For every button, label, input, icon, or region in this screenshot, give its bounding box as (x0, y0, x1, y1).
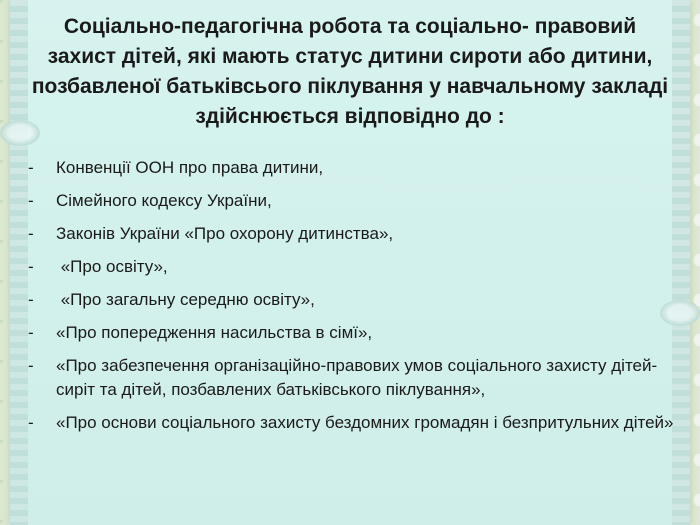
law-list (28, 156, 678, 444)
bullet-dash: - (28, 290, 34, 309)
bullet-dash: - (28, 323, 34, 342)
bullet-dash: - (28, 158, 34, 177)
list-item-text: «Про загальну середню освіту», (56, 290, 315, 309)
bullet-dash: - (28, 224, 34, 243)
list-item (28, 411, 678, 435)
list-item-text: Конвенції ООН про права дитини, (56, 158, 324, 177)
list-item (28, 321, 678, 345)
left-ribbon-decoration (10, 0, 28, 525)
list-item-text: «Про основи соціального захисту бездомних громадян і безпритульних дітей» (56, 413, 674, 432)
bullet-dash: - (28, 356, 34, 375)
list-item (28, 354, 678, 402)
list-item-text: Сімейного кодексу України, (56, 191, 272, 210)
list-item (28, 255, 678, 279)
list-item-text: «Про забезпечення організаційно-правових умов соціального захисту дітей-сиріт та дітей, позбавлених батьківського піклування», (56, 356, 658, 399)
list-item (28, 189, 678, 213)
slide-title: Соціально-педагогічна робота та соціально- правовий захист дітей, які мають статус дитини сироти або дитини, позбавленої батьківсього піклування у навчальному закладі здійснюється відповідно до : (31, 15, 669, 128)
list-item-text: «Про освіту», (56, 257, 168, 276)
bullet-dash: - (28, 413, 34, 432)
bullet-dash: - (28, 257, 34, 276)
list-item (28, 156, 678, 180)
list-item-text: «Про попередження насильства в сімї», (56, 323, 373, 342)
bullet-dash: - (28, 191, 34, 210)
list-item (28, 222, 678, 246)
list-item (28, 288, 678, 312)
list-item-text: Законів України «Про охорону дитинства», (56, 224, 394, 243)
